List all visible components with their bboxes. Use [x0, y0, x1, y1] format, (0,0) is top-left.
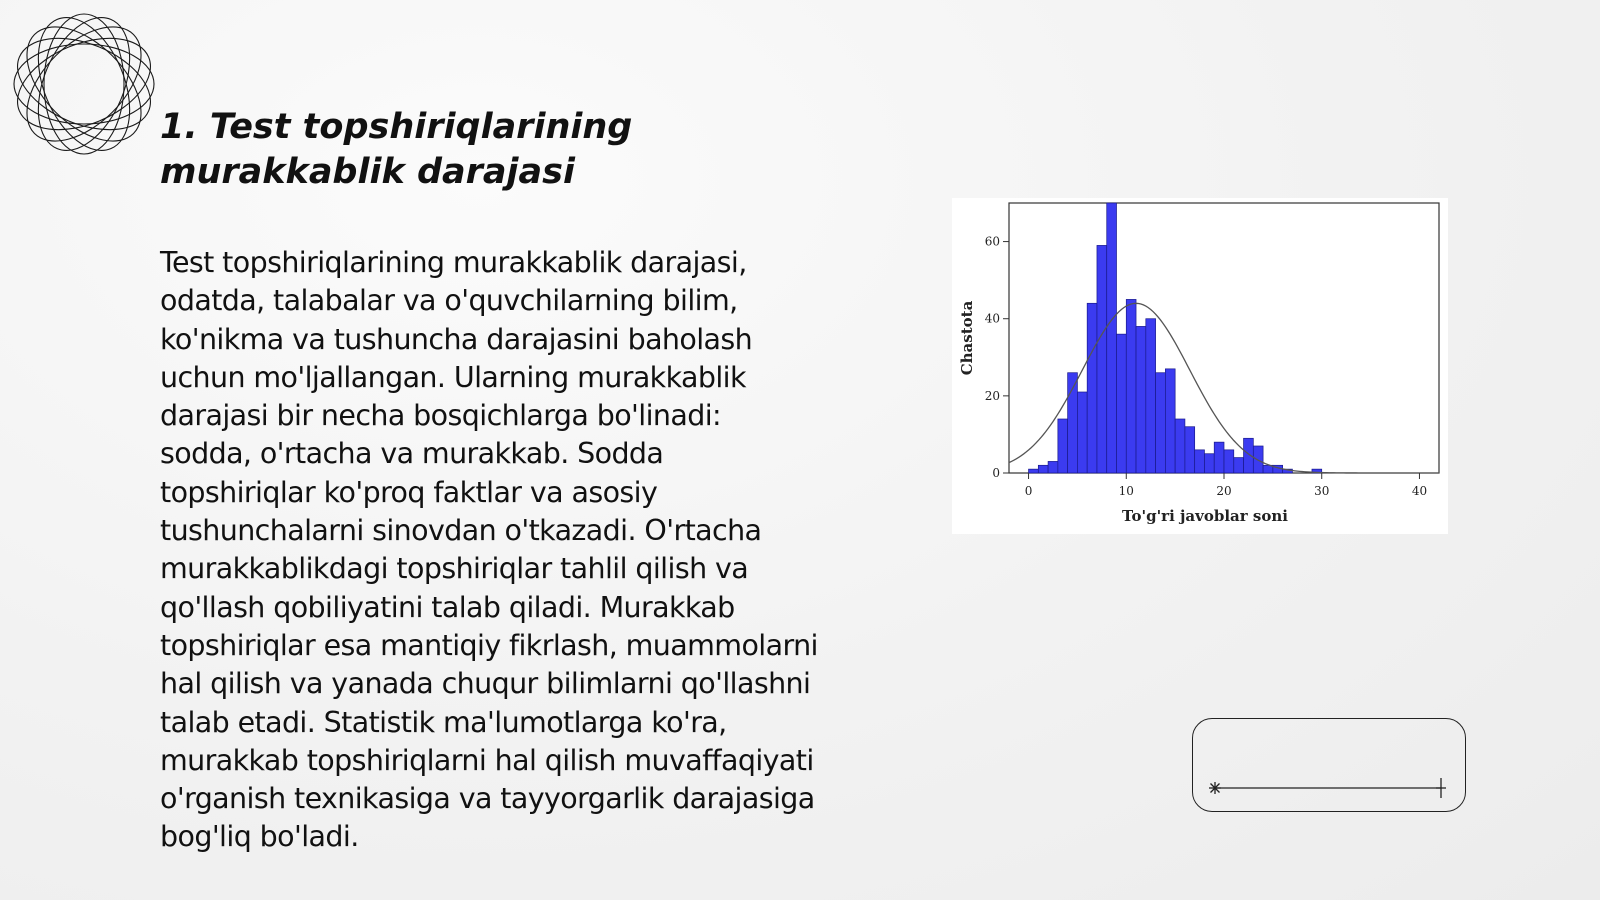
- histogram-bar: [1185, 427, 1195, 473]
- decorative-ornament-icon: [8, 8, 160, 160]
- histogram-bar: [1038, 465, 1048, 473]
- y-tick-label: 20: [984, 388, 1000, 403]
- slide-title: 1. Test topshiriqlarining murakkablik darajasi: [160, 107, 633, 192]
- ornament-ellipse: [8, 8, 160, 160]
- histogram-bar: [1087, 303, 1097, 473]
- histogram-chart: [952, 198, 1448, 534]
- histogram-svg: [952, 198, 1448, 534]
- x-tick-label: 0: [1024, 484, 1033, 498]
- histogram-bar: [1234, 458, 1244, 473]
- x-tick-label: 30: [1314, 484, 1330, 498]
- histogram-bar: [1165, 369, 1175, 473]
- histogram-bar: [1136, 326, 1146, 473]
- histogram-bar: [1058, 419, 1068, 473]
- histogram-bar: [1029, 469, 1039, 473]
- histogram-bar: [1077, 392, 1087, 473]
- x-axis-label: To'g'ri javoblar soni: [1122, 507, 1288, 525]
- y-axis-label: Chastota: [958, 300, 976, 376]
- histogram-bar: [1107, 203, 1117, 473]
- histogram-bar: [1126, 299, 1136, 473]
- histogram-bar: [1195, 450, 1205, 473]
- x-tick-label: 10: [1118, 484, 1134, 498]
- decorative-line-icon: [1193, 719, 1465, 811]
- ornament-ellipse: [8, 8, 160, 160]
- x-tick-label: 20: [1216, 484, 1232, 498]
- histogram-bar: [1214, 442, 1224, 473]
- histogram-bar: [1204, 454, 1214, 473]
- histogram-bar: [1117, 334, 1127, 473]
- histogram-bar: [1097, 245, 1107, 473]
- histogram-bar: [1048, 461, 1058, 473]
- y-tick-label: 40: [984, 311, 1000, 326]
- histogram-bar: [1175, 419, 1185, 473]
- slide-body-text: Test topshiriqlarining murakkablik darajasi, odatda, talabalar va o'quvchilarning bilim, ko'nikma va tushuncha darajasini baholash uchun mo'ljallangan. Ularning murakkablik darajasi bir necha bosqichlarga bo'linadi: sodda, o'rtacha va murakkab. Sodda topshiriqlar ko'proq faktlar va asosiy tushunchalarni sinovdan o'tkazadi. O'rtacha murakkablikdagi topshiriqlar tahlil qilish va qo'llash qobiliyatini talab qiladi. Murakkab topshiriqlar esa mantiqiy fikrlash, muammolarni hal qilish va yanada chuqur bilimlarni qo'llashni talab etadi. Statistik ma'lumotlarga ko'ra, murakkab topshiriqlarni hal qilish muvaffaqiyati o'rganish texnikasiga va tayyorgarlik darajasiga bog'liq bo'ladi.: [160, 246, 818, 854]
- decorative-rounded-frame: [1192, 718, 1466, 812]
- y-tick-label: 60: [984, 234, 1000, 249]
- histogram-bar: [1146, 319, 1156, 473]
- x-tick-label: 40: [1411, 484, 1428, 498]
- histogram-bar: [1224, 450, 1234, 473]
- histogram-bar: [1156, 373, 1166, 473]
- y-tick-label: 0: [992, 466, 1000, 480]
